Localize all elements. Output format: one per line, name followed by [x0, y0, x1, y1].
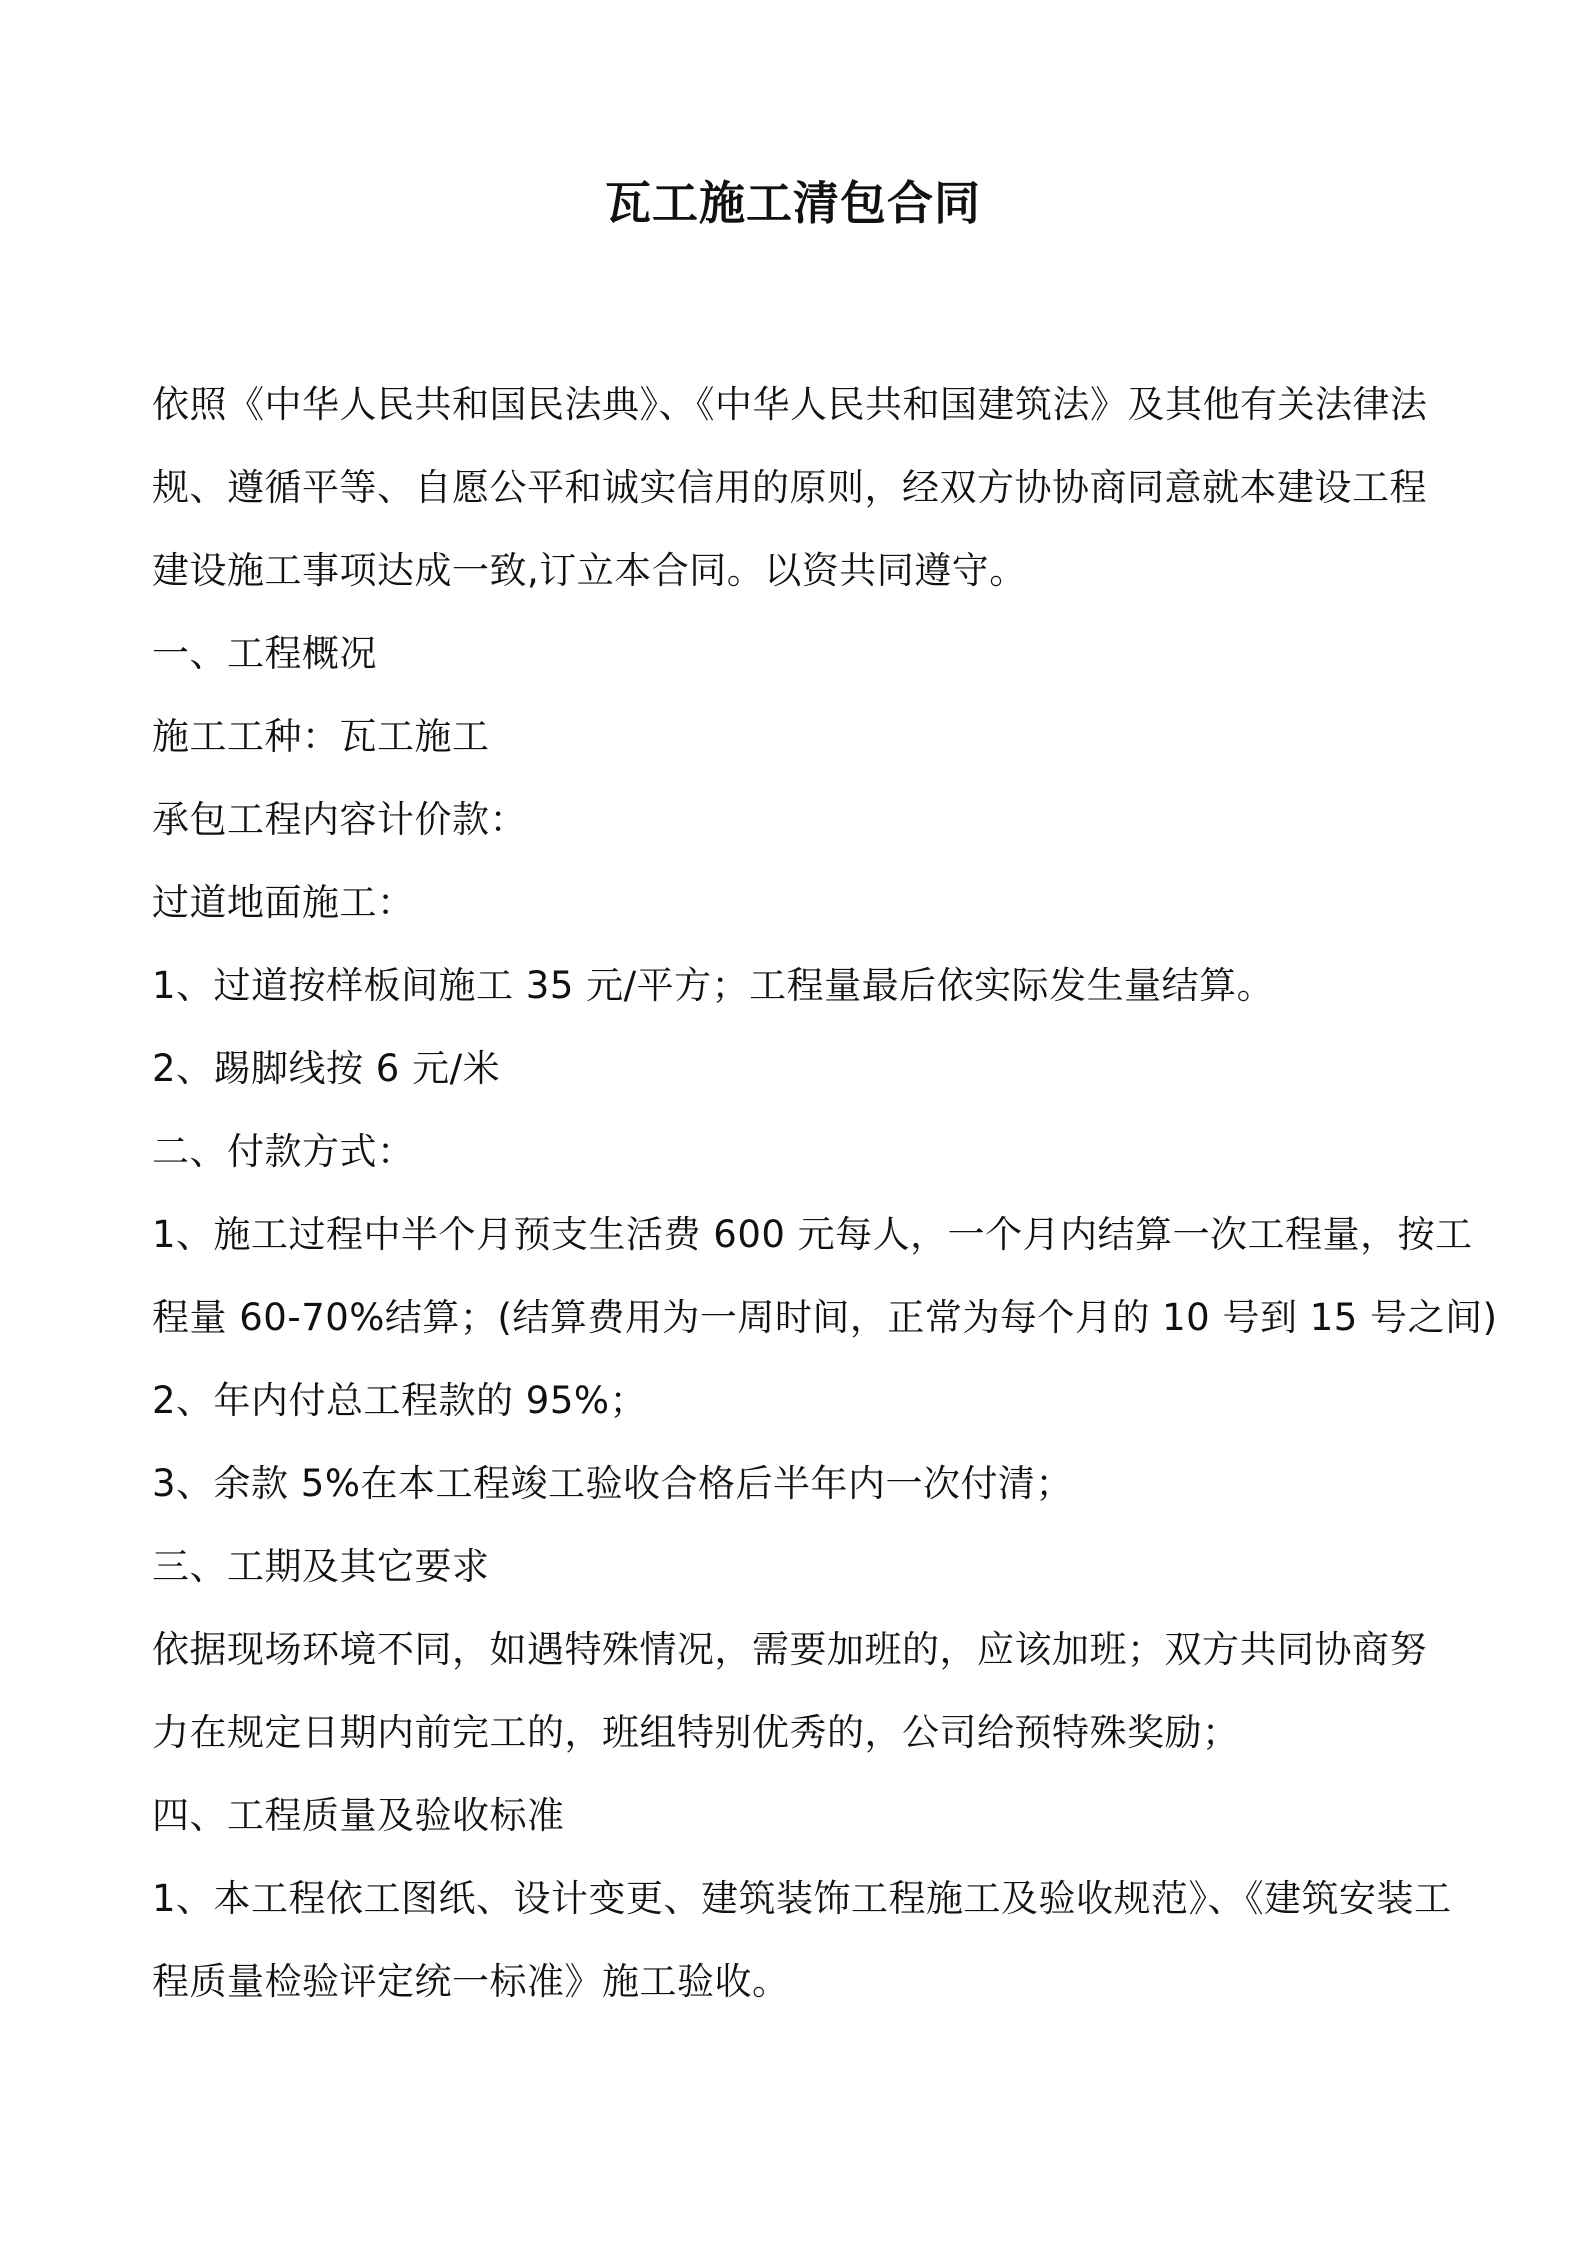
section-heading-payment: 二、付款方式： — [152, 1130, 415, 1173]
quality-clause-line-1: 1、本工程依工图纸、设计变更、建筑装饰工程施工及验收规范》、《建筑安装工 — [152, 1877, 1452, 1920]
quality-clause-line-2: 程质量检验评定统一标准》施工验收。 — [152, 1960, 790, 2003]
payment-clause-2: 2、年内付总工程款的 95%； — [152, 1379, 648, 1422]
section-heading-quality: 四、工程质量及验收标准 — [152, 1794, 565, 1837]
skirting-price-line: 2、踢脚线按 6 元/米 — [152, 1047, 501, 1090]
contract-pricing-line: 承包工程内容计价款： — [152, 798, 527, 841]
preamble-line-1: 依照《中华人民共和国民法典》、《中华人民共和国建筑法》及其他有关法律法 — [152, 383, 1428, 426]
payment-clause-1-line-2: 程量 60-70%结算；(结算费用为一周时间，正常为每个月的 10 号到 15 号之间) — [152, 1296, 1498, 1339]
schedule-line-2: 力在规定日期内前完工的，班组特别优秀的，公司给预特殊奖励； — [152, 1711, 1240, 1754]
section-heading-project-overview: 一、工程概况 — [152, 632, 377, 675]
schedule-line-1: 依据现场环境不同，如遇特殊情况，需要加班的，应该加班；双方共同协商努 — [152, 1628, 1427, 1671]
preamble-line-2: 规、遵循平等、自愿公平和诚实信用的原则，经双方协协商同意就本建设工程 — [152, 466, 1427, 509]
work-type-line: 施工工种：瓦工施工 — [152, 715, 490, 758]
corridor-floor-line: 过道地面施工： — [152, 881, 415, 924]
corridor-price-line: 1、过道按样板间施工 35 元/平方；工程量最后依实际发生量结算。 — [152, 964, 1275, 1007]
payment-clause-1-line-1: 1、施工过程中半个月预支生活费 600 元每人，一个月内结算一次工程量，按工 — [152, 1213, 1473, 1256]
contract-title: 瓦工施工清包合同 — [605, 176, 981, 230]
preamble-line-3: 建设施工事项达成一致,订立本合同。以资共同遵守。 — [152, 549, 1027, 592]
contract-body — [152, 363, 1498, 2023]
section-heading-schedule: 三、工期及其它要求 — [152, 1545, 490, 1588]
payment-clause-3: 3、余款 5%在本工程竣工验收合格后半年内一次付清； — [152, 1462, 1073, 1505]
